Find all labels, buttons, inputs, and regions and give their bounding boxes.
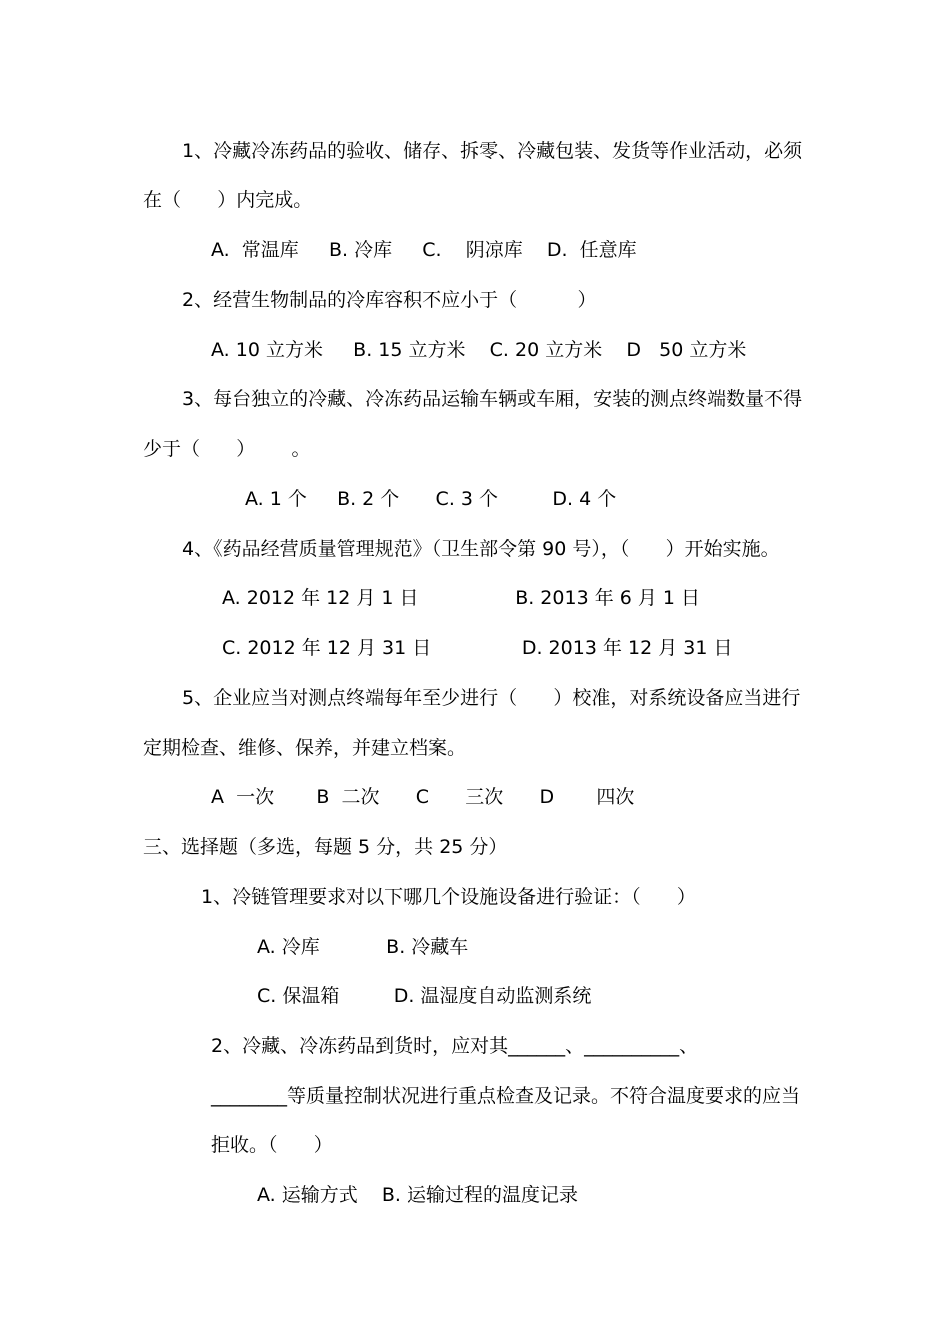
- q4-options-cd: C. 2012 年 12 月 31 日 D. 2013 年 12 月 31 日: [222, 637, 733, 659]
- q5-line1: 5、企业应当对测点终端每年至少进行（ ）校准，对系统设备应当进行: [182, 687, 801, 709]
- q1-options: A. 常温库 B. 冷库 C. 阴凉库 D. 任意库: [211, 239, 637, 261]
- q3-line1: 3、每台独立的冷藏、冷冻药品运输车辆或车厢，安装的测点终端数量不得: [182, 388, 803, 410]
- mq1-options-ab: A. 冷库 B. 冷藏车: [257, 936, 469, 958]
- mq2-line2: ________等质量控制状况进行重点检查及记录。不符合温度要求的应当: [211, 1085, 801, 1107]
- q4-options-ab: A. 2012 年 12 月 1 日 B. 2013 年 6 月 1 日: [222, 587, 701, 609]
- mq1-line1: 1、冷链管理要求对以下哪几个设施设备进行验证：（ ）: [201, 886, 696, 908]
- section-heading: 三、选择题（多选，每题 5 分，共 25 分）: [143, 836, 508, 858]
- q3-options: A. 1 个 B. 2 个 C. 3 个 D. 4 个: [245, 488, 617, 510]
- mq1-options-cd: C. 保温箱 D. 温湿度自动监测系统: [257, 985, 592, 1007]
- q3-line2: 少于（ ） 。: [143, 438, 311, 460]
- q1-line2: 在（ ）内完成。: [143, 189, 313, 211]
- q1-line1: 1、冷藏冷冻药品的验收、储存、拆零、冷藏包装、发货等作业活动，必须: [182, 140, 803, 162]
- q2-options: A. 10 立方米 B. 15 立方米 C. 20 立方米 D 50 立方米: [211, 339, 747, 361]
- q5-options: A 一次 B 二次 C 三次 D 四次: [211, 786, 635, 808]
- q5-line2: 定期检查、维修、保养，并建立档案。: [143, 737, 467, 759]
- mq2-line1: 2、冷藏、冷冻药品到货时，应对其______、__________、: [211, 1035, 699, 1057]
- q2-line1: 2、经营生物制品的冷库容积不应小于（ ）: [182, 289, 597, 311]
- q4-line1: 4、《药品经营质量管理规范》（卫生部令第 90 号），（ ）开始实施。: [182, 538, 780, 560]
- mq2-line3: 拒收。（ ）: [211, 1134, 333, 1156]
- mq2-options-ab: A. 运输方式 B. 运输过程的温度记录: [257, 1184, 579, 1206]
